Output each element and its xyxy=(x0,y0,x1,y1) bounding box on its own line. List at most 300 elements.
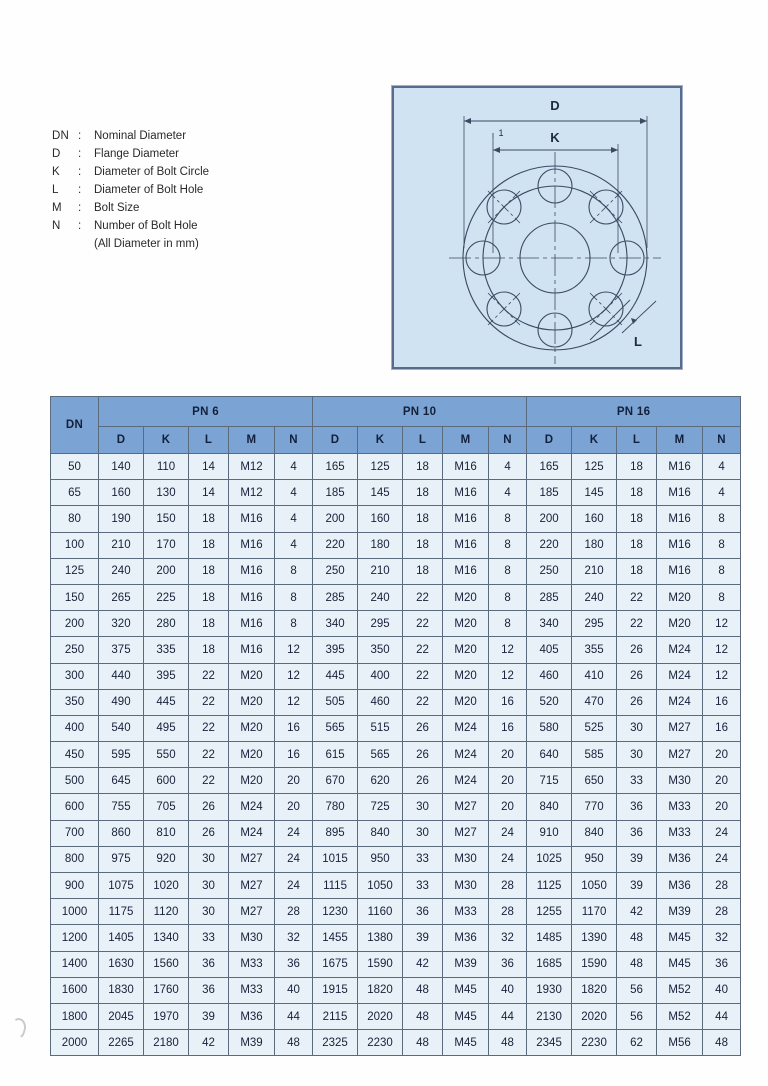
cell-pn16-k: 770 xyxy=(572,794,617,820)
cell-dn: 1200 xyxy=(51,925,99,951)
table-row xyxy=(51,899,741,925)
cell-pn6-d: 1175 xyxy=(99,899,144,925)
cell-pn6-k: 1970 xyxy=(144,1003,189,1029)
table-row xyxy=(51,715,741,741)
cell-pn10-m: M16 xyxy=(443,506,489,532)
cell-pn16-n: 16 xyxy=(703,689,741,715)
cell-pn6-l: 18 xyxy=(189,506,229,532)
cell-dn: 250 xyxy=(51,637,99,663)
cell-pn16-d: 715 xyxy=(527,768,572,794)
table-row xyxy=(51,873,741,899)
cell-pn10-m: M39 xyxy=(443,951,489,977)
cell-pn10-k: 160 xyxy=(358,506,403,532)
cell-pn16-d: 220 xyxy=(527,532,572,558)
cell-pn6-n: 24 xyxy=(275,873,313,899)
cell-pn10-m: M45 xyxy=(443,1003,489,1029)
cell-dn: 1800 xyxy=(51,1003,99,1029)
cell-pn10-d: 165 xyxy=(313,454,358,480)
cell-pn10-d: 1015 xyxy=(313,846,358,872)
cell-pn6-d: 860 xyxy=(99,820,144,846)
cell-pn6-l: 18 xyxy=(189,584,229,610)
legend-symbol: N xyxy=(52,220,61,232)
legend-symbol: DN xyxy=(52,130,70,142)
cell-pn10-n: 8 xyxy=(489,558,527,584)
cell-pn16-m: M20 xyxy=(657,611,703,637)
table-row xyxy=(51,768,741,794)
cell-pn6-n: 20 xyxy=(275,768,313,794)
table-row xyxy=(51,663,741,689)
cell-pn6-n: 20 xyxy=(275,794,313,820)
cell-pn16-d: 1255 xyxy=(527,899,572,925)
cell-pn10-n: 32 xyxy=(489,925,527,951)
cell-pn10-l: 26 xyxy=(403,742,443,768)
cell-pn16-d: 340 xyxy=(527,611,572,637)
cell-pn16-n: 24 xyxy=(703,820,741,846)
header-pn10-m: M xyxy=(443,427,489,454)
cell-pn6-m: M16 xyxy=(229,637,275,663)
cell-pn16-m: M52 xyxy=(657,1003,703,1029)
cell-pn6-m: M33 xyxy=(229,951,275,977)
cell-pn6-k: 1560 xyxy=(144,951,189,977)
cell-pn10-d: 285 xyxy=(313,584,358,610)
legend-description: Bolt Size xyxy=(94,202,140,214)
flange-dimension-table-wrap xyxy=(50,396,728,1056)
cell-pn16-d: 1485 xyxy=(527,925,572,951)
cell-pn10-n: 8 xyxy=(489,584,527,610)
cell-pn10-k: 1590 xyxy=(358,951,403,977)
cell-dn: 50 xyxy=(51,454,99,480)
cell-pn10-l: 48 xyxy=(403,1030,443,1056)
cell-pn10-d: 1115 xyxy=(313,873,358,899)
cell-pn6-m: M20 xyxy=(229,715,275,741)
cell-pn10-d: 250 xyxy=(313,558,358,584)
cell-pn6-k: 1760 xyxy=(144,977,189,1003)
cell-pn16-l: 18 xyxy=(617,558,657,584)
legend-symbol: L xyxy=(52,184,59,196)
legend-row-n xyxy=(52,220,352,238)
cell-dn: 150 xyxy=(51,584,99,610)
header-pn10-l: L xyxy=(403,427,443,454)
cell-pn6-d: 975 xyxy=(99,846,144,872)
legend-description: Diameter of Bolt Circle xyxy=(94,166,210,178)
cell-pn16-d: 2345 xyxy=(527,1030,572,1056)
cell-pn6-m: M39 xyxy=(229,1030,275,1056)
cell-pn10-l: 18 xyxy=(403,506,443,532)
cell-pn10-d: 2115 xyxy=(313,1003,358,1029)
cell-pn16-l: 62 xyxy=(617,1030,657,1056)
cell-pn10-m: M16 xyxy=(443,480,489,506)
cell-pn6-l: 30 xyxy=(189,899,229,925)
cell-pn16-l: 56 xyxy=(617,1003,657,1029)
cell-pn10-k: 1820 xyxy=(358,977,403,1003)
cell-pn10-n: 36 xyxy=(489,951,527,977)
cell-pn16-m: M27 xyxy=(657,742,703,768)
cell-pn10-d: 505 xyxy=(313,689,358,715)
cell-pn6-m: M30 xyxy=(229,925,275,951)
cell-pn6-d: 1075 xyxy=(99,873,144,899)
cell-pn16-d: 910 xyxy=(527,820,572,846)
legend-description: Flange Diameter xyxy=(94,148,180,160)
cell-pn6-k: 920 xyxy=(144,846,189,872)
cell-pn16-l: 39 xyxy=(617,846,657,872)
flange-diagram-panel xyxy=(392,86,682,369)
cell-pn10-n: 8 xyxy=(489,506,527,532)
cell-pn6-k: 705 xyxy=(144,794,189,820)
cell-pn6-k: 1120 xyxy=(144,899,189,925)
header-pn6-d: D xyxy=(99,427,144,454)
cell-pn16-n: 44 xyxy=(703,1003,741,1029)
cell-dn: 500 xyxy=(51,768,99,794)
header-pn10-n: N xyxy=(489,427,527,454)
cell-pn10-l: 18 xyxy=(403,480,443,506)
cell-pn6-m: M16 xyxy=(229,584,275,610)
cell-pn6-d: 755 xyxy=(99,794,144,820)
cell-pn16-k: 145 xyxy=(572,480,617,506)
cell-pn10-k: 1380 xyxy=(358,925,403,951)
cell-pn6-m: M20 xyxy=(229,768,275,794)
cell-pn16-l: 26 xyxy=(617,663,657,689)
cell-pn6-m: M12 xyxy=(229,480,275,506)
cell-pn6-m: M16 xyxy=(229,611,275,637)
arrow-d-right xyxy=(640,118,647,124)
cell-pn16-m: M27 xyxy=(657,715,703,741)
cell-pn6-l: 22 xyxy=(189,689,229,715)
cell-pn10-m: M20 xyxy=(443,689,489,715)
cell-pn16-l: 48 xyxy=(617,925,657,951)
cell-pn10-m: M20 xyxy=(443,584,489,610)
cell-pn16-m: M45 xyxy=(657,951,703,977)
cell-pn6-l: 26 xyxy=(189,820,229,846)
cell-pn6-l: 42 xyxy=(189,1030,229,1056)
cell-pn6-d: 490 xyxy=(99,689,144,715)
cell-pn16-n: 12 xyxy=(703,637,741,663)
table-row xyxy=(51,454,741,480)
cell-pn10-d: 780 xyxy=(313,794,358,820)
cell-pn6-k: 495 xyxy=(144,715,189,741)
legend-row-d xyxy=(52,148,352,166)
cell-pn6-d: 595 xyxy=(99,742,144,768)
cell-pn10-l: 18 xyxy=(403,558,443,584)
cell-pn16-n: 48 xyxy=(703,1030,741,1056)
cell-pn6-d: 240 xyxy=(99,558,144,584)
cell-pn16-k: 1170 xyxy=(572,899,617,925)
cell-pn6-k: 810 xyxy=(144,820,189,846)
cell-pn16-d: 185 xyxy=(527,480,572,506)
cell-pn10-d: 615 xyxy=(313,742,358,768)
header-group-pn10: PN 10 xyxy=(313,397,527,427)
cell-pn10-m: M27 xyxy=(443,794,489,820)
cell-pn10-n: 28 xyxy=(489,873,527,899)
cell-dn: 400 xyxy=(51,715,99,741)
legend-row-m xyxy=(52,202,352,220)
legend-row-l xyxy=(52,184,352,202)
header-pn10-k: K xyxy=(358,427,403,454)
cell-pn10-l: 26 xyxy=(403,768,443,794)
cell-pn16-k: 295 xyxy=(572,611,617,637)
cell-pn10-l: 22 xyxy=(403,584,443,610)
cell-pn10-m: M24 xyxy=(443,768,489,794)
cell-pn6-d: 540 xyxy=(99,715,144,741)
cell-pn10-k: 240 xyxy=(358,584,403,610)
cell-pn10-k: 350 xyxy=(358,637,403,663)
cell-pn10-m: M45 xyxy=(443,1030,489,1056)
cell-dn: 80 xyxy=(51,506,99,532)
cell-pn16-n: 24 xyxy=(703,846,741,872)
cell-pn16-n: 20 xyxy=(703,794,741,820)
cell-dn: 2000 xyxy=(51,1030,99,1056)
cell-pn6-d: 210 xyxy=(99,532,144,558)
cell-pn10-k: 725 xyxy=(358,794,403,820)
cell-pn10-n: 24 xyxy=(489,846,527,872)
cell-pn10-m: M30 xyxy=(443,873,489,899)
legend-symbol: M xyxy=(52,202,62,214)
cell-pn16-n: 32 xyxy=(703,925,741,951)
cell-pn16-k: 525 xyxy=(572,715,617,741)
cell-pn6-k: 200 xyxy=(144,558,189,584)
cell-pn6-k: 600 xyxy=(144,768,189,794)
cell-pn16-k: 470 xyxy=(572,689,617,715)
cell-pn6-m: M24 xyxy=(229,820,275,846)
cell-pn6-k: 170 xyxy=(144,532,189,558)
cell-pn6-d: 190 xyxy=(99,506,144,532)
cell-pn16-k: 2020 xyxy=(572,1003,617,1029)
cell-pn10-k: 565 xyxy=(358,742,403,768)
cell-pn10-l: 48 xyxy=(403,977,443,1003)
cell-pn6-d: 1630 xyxy=(99,951,144,977)
cell-pn16-k: 160 xyxy=(572,506,617,532)
cell-pn10-l: 39 xyxy=(403,925,443,951)
cell-pn6-n: 12 xyxy=(275,663,313,689)
header-pn16-n: N xyxy=(703,427,741,454)
cell-pn6-d: 2045 xyxy=(99,1003,144,1029)
legend-colon: : xyxy=(78,130,82,142)
cell-pn10-d: 670 xyxy=(313,768,358,794)
cell-dn: 125 xyxy=(51,558,99,584)
cell-pn6-l: 18 xyxy=(189,637,229,663)
table-row xyxy=(51,925,741,951)
cell-pn6-k: 130 xyxy=(144,480,189,506)
cell-pn6-l: 33 xyxy=(189,925,229,951)
cell-pn16-n: 4 xyxy=(703,480,741,506)
cell-pn16-n: 40 xyxy=(703,977,741,1003)
cell-pn6-l: 14 xyxy=(189,480,229,506)
cell-pn6-d: 2265 xyxy=(99,1030,144,1056)
cell-pn16-k: 125 xyxy=(572,454,617,480)
cell-pn10-n: 44 xyxy=(489,1003,527,1029)
cell-pn16-l: 18 xyxy=(617,506,657,532)
cell-pn6-m: M16 xyxy=(229,558,275,584)
cell-dn: 600 xyxy=(51,794,99,820)
table-header-row-columns xyxy=(51,427,741,454)
cell-pn10-k: 295 xyxy=(358,611,403,637)
cell-pn6-d: 160 xyxy=(99,480,144,506)
cell-pn10-l: 22 xyxy=(403,689,443,715)
cell-pn16-l: 36 xyxy=(617,794,657,820)
header-pn16-m: M xyxy=(657,427,703,454)
cell-pn10-k: 210 xyxy=(358,558,403,584)
cell-pn16-n: 8 xyxy=(703,532,741,558)
cell-pn6-l: 30 xyxy=(189,873,229,899)
cell-pn6-l: 18 xyxy=(189,611,229,637)
legend-symbol: K xyxy=(52,166,60,178)
cell-pn16-n: 20 xyxy=(703,768,741,794)
flange-dimension-table xyxy=(50,396,741,1056)
cell-pn16-k: 210 xyxy=(572,558,617,584)
legend-symbol: D xyxy=(52,148,61,160)
cell-pn16-d: 580 xyxy=(527,715,572,741)
cell-pn10-k: 2020 xyxy=(358,1003,403,1029)
cell-pn16-n: 12 xyxy=(703,611,741,637)
legend-colon: : xyxy=(78,148,82,160)
table-row xyxy=(51,506,741,532)
cell-pn6-n: 12 xyxy=(275,689,313,715)
cell-pn6-m: M33 xyxy=(229,977,275,1003)
cell-pn6-l: 30 xyxy=(189,846,229,872)
header-pn6-l: L xyxy=(189,427,229,454)
diagram-label-tick: 1 xyxy=(498,128,504,138)
table-row xyxy=(51,951,741,977)
cell-pn6-m: M16 xyxy=(229,506,275,532)
cell-pn6-n: 4 xyxy=(275,480,313,506)
cell-dn: 1600 xyxy=(51,977,99,1003)
cell-pn10-n: 16 xyxy=(489,715,527,741)
cell-pn6-n: 8 xyxy=(275,611,313,637)
table-row xyxy=(51,1030,741,1056)
legend-description: Number of Bolt Hole xyxy=(94,220,198,232)
cell-pn16-m: M16 xyxy=(657,454,703,480)
table-row xyxy=(51,846,741,872)
flange-diagram-svg xyxy=(394,88,680,367)
cell-pn6-m: M27 xyxy=(229,899,275,925)
cell-pn6-d: 265 xyxy=(99,584,144,610)
cell-pn16-d: 250 xyxy=(527,558,572,584)
cell-pn16-l: 36 xyxy=(617,820,657,846)
cell-pn6-d: 1830 xyxy=(99,977,144,1003)
cell-pn10-k: 180 xyxy=(358,532,403,558)
cell-pn16-m: M36 xyxy=(657,846,703,872)
cell-pn10-k: 125 xyxy=(358,454,403,480)
cell-pn16-m: M36 xyxy=(657,873,703,899)
legend-row-k xyxy=(52,166,352,184)
cell-pn16-d: 405 xyxy=(527,637,572,663)
cell-pn10-k: 1160 xyxy=(358,899,403,925)
table-row xyxy=(51,584,741,610)
table-body xyxy=(51,454,741,1056)
cell-pn6-k: 335 xyxy=(144,637,189,663)
cell-pn6-l: 14 xyxy=(189,454,229,480)
legend-note-spacer2 xyxy=(78,238,94,256)
cell-pn6-n: 8 xyxy=(275,584,313,610)
legend-row-dn xyxy=(52,130,352,148)
cell-pn10-m: M45 xyxy=(443,977,489,1003)
cell-pn16-n: 28 xyxy=(703,899,741,925)
cell-pn16-d: 165 xyxy=(527,454,572,480)
cell-pn6-m: M16 xyxy=(229,532,275,558)
cell-pn6-n: 12 xyxy=(275,637,313,663)
diagram-label-k: K xyxy=(550,130,560,145)
cell-pn6-k: 2180 xyxy=(144,1030,189,1056)
cell-pn10-n: 20 xyxy=(489,742,527,768)
cell-dn: 700 xyxy=(51,820,99,846)
cell-pn16-d: 1685 xyxy=(527,951,572,977)
cell-pn16-n: 8 xyxy=(703,584,741,610)
cell-pn16-m: M45 xyxy=(657,925,703,951)
cell-pn16-k: 180 xyxy=(572,532,617,558)
scan-artifact-mark xyxy=(7,1016,28,1040)
header-group-pn16: PN 16 xyxy=(527,397,741,427)
cell-pn10-k: 1050 xyxy=(358,873,403,899)
cell-pn6-n: 16 xyxy=(275,715,313,741)
cell-dn: 900 xyxy=(51,873,99,899)
header-pn6-n: N xyxy=(275,427,313,454)
legend-colon: : xyxy=(78,220,82,232)
cell-pn6-d: 645 xyxy=(99,768,144,794)
cell-dn: 800 xyxy=(51,846,99,872)
cell-pn16-n: 8 xyxy=(703,506,741,532)
cell-pn10-k: 840 xyxy=(358,820,403,846)
cell-pn16-l: 18 xyxy=(617,480,657,506)
cell-pn10-d: 445 xyxy=(313,663,358,689)
cell-pn16-k: 1050 xyxy=(572,873,617,899)
cell-pn10-m: M36 xyxy=(443,925,489,951)
cell-pn16-m: M20 xyxy=(657,584,703,610)
cell-pn6-n: 36 xyxy=(275,951,313,977)
cell-pn10-l: 30 xyxy=(403,794,443,820)
cell-pn10-d: 200 xyxy=(313,506,358,532)
cell-pn10-n: 8 xyxy=(489,532,527,558)
cell-pn6-d: 375 xyxy=(99,637,144,663)
legend-note-spacer xyxy=(52,238,78,256)
cell-pn16-n: 28 xyxy=(703,873,741,899)
cell-pn10-d: 2325 xyxy=(313,1030,358,1056)
header-group-pn6: PN 6 xyxy=(99,397,313,427)
cell-pn16-k: 840 xyxy=(572,820,617,846)
cell-pn10-n: 24 xyxy=(489,820,527,846)
cell-pn16-k: 585 xyxy=(572,742,617,768)
cell-pn10-d: 565 xyxy=(313,715,358,741)
cell-dn: 1400 xyxy=(51,951,99,977)
cell-pn16-d: 840 xyxy=(527,794,572,820)
cell-pn16-l: 42 xyxy=(617,899,657,925)
cell-pn6-m: M20 xyxy=(229,742,275,768)
header-pn6-m: M xyxy=(229,427,275,454)
cell-pn6-l: 26 xyxy=(189,794,229,820)
cell-pn16-n: 12 xyxy=(703,663,741,689)
cell-pn16-d: 1930 xyxy=(527,977,572,1003)
cell-pn6-k: 1340 xyxy=(144,925,189,951)
arrow-d-left xyxy=(464,118,471,124)
cell-pn6-k: 150 xyxy=(144,506,189,532)
legend-description: Diameter of Bolt Hole xyxy=(94,184,204,196)
cell-pn6-d: 440 xyxy=(99,663,144,689)
header-pn6-k: K xyxy=(144,427,189,454)
cell-pn6-m: M20 xyxy=(229,689,275,715)
cell-pn16-m: M16 xyxy=(657,532,703,558)
cell-pn16-n: 36 xyxy=(703,951,741,977)
cell-pn16-l: 30 xyxy=(617,742,657,768)
table-row xyxy=(51,742,741,768)
legend-block xyxy=(52,130,352,256)
cell-pn10-m: M24 xyxy=(443,742,489,768)
cell-pn16-l: 22 xyxy=(617,584,657,610)
cell-pn10-l: 22 xyxy=(403,611,443,637)
leader-line-l-a xyxy=(590,300,630,340)
cell-pn6-m: M20 xyxy=(229,663,275,689)
cell-pn6-n: 16 xyxy=(275,742,313,768)
cell-pn6-d: 1405 xyxy=(99,925,144,951)
leader-line-l-b xyxy=(622,301,656,333)
arrow-k-left xyxy=(493,147,500,153)
